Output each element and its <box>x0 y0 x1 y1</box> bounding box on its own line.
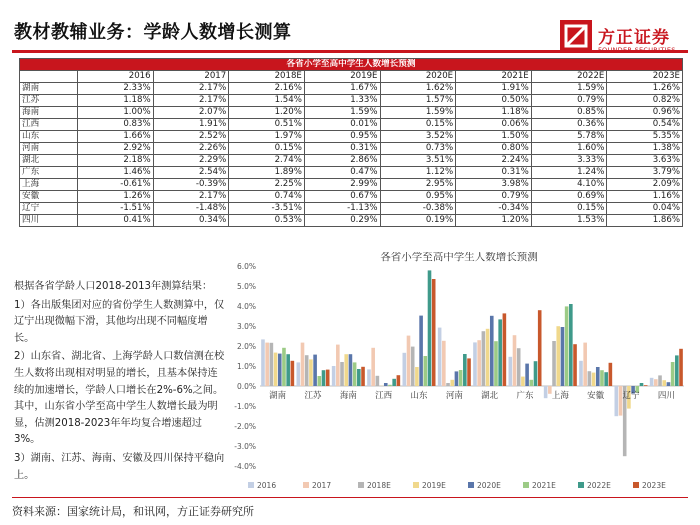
bar <box>428 270 432 386</box>
value-cell: 1.54% <box>229 95 305 107</box>
y-tick-label: 2.0% <box>236 342 256 351</box>
value-cell: 2.24% <box>456 155 532 167</box>
value-cell: 0.15% <box>531 203 607 215</box>
value-cell: 1.60% <box>531 143 607 155</box>
legend-swatch <box>578 482 584 488</box>
province-cell: 江西 <box>20 119 78 131</box>
bar <box>419 316 423 386</box>
bar <box>534 361 538 386</box>
value-cell: 0.50% <box>456 95 532 107</box>
bar <box>261 339 265 386</box>
bar <box>371 348 375 386</box>
value-cell: 2.33% <box>78 83 154 95</box>
province-cell: 湖南 <box>20 83 78 95</box>
value-cell: 0.01% <box>304 119 380 131</box>
value-cell: 1.59% <box>380 107 456 119</box>
value-cell: 1.18% <box>456 107 532 119</box>
bar <box>592 373 596 386</box>
legend-label: 2020E <box>477 481 501 490</box>
category-label: 四川 <box>657 391 675 401</box>
value-cell: 3.33% <box>531 155 607 167</box>
table-header-cell: 2021E <box>456 71 532 83</box>
bar <box>503 313 507 386</box>
bar <box>305 355 309 386</box>
bar <box>538 310 542 386</box>
value-cell: 0.67% <box>304 191 380 203</box>
table-header-cell: 2023E <box>607 71 683 83</box>
bar <box>353 362 357 386</box>
value-cell: 0.51% <box>229 119 305 131</box>
value-cell: 1.26% <box>78 191 154 203</box>
bar <box>609 363 613 386</box>
legend-label: 2023E <box>642 481 666 490</box>
table-row <box>20 191 683 203</box>
header-divider <box>12 50 688 53</box>
bar <box>286 354 290 386</box>
province-cell: 江苏 <box>20 95 78 107</box>
value-cell: 0.34% <box>153 215 229 227</box>
value-cell: -0.38% <box>380 203 456 215</box>
y-tick-label: 1.0% <box>236 362 256 371</box>
value-cell: 1.26% <box>607 83 683 95</box>
table-row <box>20 107 683 119</box>
bar <box>604 372 608 386</box>
value-cell: 0.95% <box>380 191 456 203</box>
bar <box>459 370 463 386</box>
category-label: 广东 <box>516 391 534 401</box>
value-cell: 1.91% <box>153 119 229 131</box>
value-cell: 0.95% <box>304 131 380 143</box>
category-label: 山东 <box>410 391 428 401</box>
value-cell: 0.04% <box>607 203 683 215</box>
value-cell: 4.10% <box>531 179 607 191</box>
value-cell: 1.91% <box>456 83 532 95</box>
table-row <box>20 119 683 131</box>
bar <box>326 370 330 386</box>
bar <box>561 327 565 386</box>
bar <box>482 331 486 386</box>
bar <box>544 386 548 398</box>
table-caption: 各省小学至高中学生人数增长预测 <box>20 59 683 71</box>
value-cell: 1.33% <box>304 95 380 107</box>
bar <box>596 367 600 386</box>
bar <box>388 385 392 386</box>
value-cell: -1.48% <box>153 203 229 215</box>
province-cell: 海南 <box>20 107 78 119</box>
bar <box>407 336 411 386</box>
value-cell: 1.46% <box>78 167 154 179</box>
growth-bar-chart <box>226 252 692 498</box>
value-cell: 0.31% <box>456 167 532 179</box>
source-note: 资料来源：国家统计局，和讯网，方正证券研究所 <box>12 505 254 518</box>
value-cell: -3.51% <box>229 203 305 215</box>
value-cell: -0.61% <box>78 179 154 191</box>
value-cell: 0.79% <box>531 95 607 107</box>
value-cell: 1.57% <box>380 95 456 107</box>
bar <box>509 357 513 386</box>
value-cell: 0.82% <box>607 95 683 107</box>
bar <box>569 304 573 386</box>
bar <box>432 279 436 386</box>
bar <box>309 359 313 386</box>
value-cell: -0.34% <box>456 203 532 215</box>
table-row <box>20 95 683 107</box>
value-cell: 0.83% <box>78 119 154 131</box>
province-cell: 河南 <box>20 143 78 155</box>
value-cell: 2.86% <box>304 155 380 167</box>
value-cell: 0.41% <box>78 215 154 227</box>
bar <box>450 380 454 386</box>
legend-swatch <box>358 482 364 488</box>
logo-name: 方正证券 <box>598 28 670 48</box>
value-cell: 0.15% <box>229 143 305 155</box>
value-cell: 1.62% <box>380 83 456 95</box>
bar <box>270 343 274 386</box>
bar <box>640 383 644 386</box>
value-cell: 0.54% <box>607 119 683 131</box>
bar <box>513 335 517 386</box>
legend-swatch <box>468 482 474 488</box>
legend-label: 2017 <box>312 481 332 490</box>
province-cell: 湖北 <box>20 155 78 167</box>
legend-swatch <box>633 482 639 488</box>
bar <box>291 361 295 386</box>
bar <box>349 354 353 386</box>
category-label: 安徽 <box>587 391 605 401</box>
bar <box>650 378 654 386</box>
bar <box>615 386 619 416</box>
value-cell: 0.80% <box>456 143 532 155</box>
table-header-cell: 2020E <box>380 71 456 83</box>
category-label: 海南 <box>339 391 357 401</box>
value-cell: 0.85% <box>531 107 607 119</box>
value-cell: 2.92% <box>78 143 154 155</box>
value-cell: 2.07% <box>153 107 229 119</box>
province-cell: 安徽 <box>20 191 78 203</box>
value-cell: 1.00% <box>78 107 154 119</box>
bar <box>403 353 407 386</box>
table-header-row <box>20 71 683 83</box>
growth-table <box>19 58 683 227</box>
table-header-cell: 2018E <box>229 71 305 83</box>
bar <box>411 347 415 386</box>
bar <box>579 361 583 386</box>
table-row <box>20 203 683 215</box>
legend-label: 2016 <box>257 481 277 490</box>
value-cell: 1.20% <box>456 215 532 227</box>
y-tick-label: 3.0% <box>236 322 256 331</box>
bar <box>565 306 569 386</box>
value-cell: 0.29% <box>304 215 380 227</box>
y-tick-label: -1.0% <box>234 402 256 411</box>
bar <box>556 326 560 386</box>
value-cell: 2.54% <box>153 167 229 179</box>
value-cell: 2.26% <box>153 143 229 155</box>
value-cell: 0.47% <box>304 167 380 179</box>
bar <box>679 349 683 386</box>
bar <box>494 341 498 386</box>
value-cell: 0.19% <box>380 215 456 227</box>
legend-swatch <box>413 482 419 488</box>
bar <box>490 316 494 386</box>
value-cell: 3.98% <box>456 179 532 191</box>
value-cell: 0.73% <box>380 143 456 155</box>
table-row <box>20 83 683 95</box>
category-label: 江西 <box>375 391 393 401</box>
y-tick-label: 0.0% <box>236 382 256 391</box>
value-cell: 1.24% <box>531 167 607 179</box>
value-cell: 2.74% <box>229 155 305 167</box>
value-cell: 0.79% <box>456 191 532 203</box>
bar <box>446 383 450 386</box>
value-cell: 2.18% <box>78 155 154 167</box>
value-cell: 2.09% <box>607 179 683 191</box>
legend-swatch <box>303 482 309 488</box>
category-label: 辽宁 <box>622 391 640 401</box>
logo-mark-icon <box>560 20 592 52</box>
category-label: 湖南 <box>269 391 287 401</box>
table-row <box>20 167 683 179</box>
value-cell: 0.36% <box>531 119 607 131</box>
value-cell: 1.66% <box>78 131 154 143</box>
bar <box>455 371 459 386</box>
note-paragraph: 根据各省学龄人口2018-2013年测算结果： <box>14 281 213 292</box>
bar <box>498 319 502 386</box>
bar <box>344 354 348 386</box>
bar <box>525 364 529 386</box>
bar <box>336 345 340 386</box>
category-label: 河南 <box>445 391 463 401</box>
table-row <box>20 143 683 155</box>
table-row <box>20 179 683 191</box>
bar <box>318 376 322 386</box>
bar <box>301 343 305 386</box>
bar <box>671 362 675 386</box>
value-cell: 1.89% <box>229 167 305 179</box>
category-label: 江苏 <box>304 391 322 401</box>
bar <box>415 367 419 386</box>
value-cell: 3.51% <box>380 155 456 167</box>
bar <box>384 383 388 386</box>
bar <box>675 355 679 386</box>
bar <box>644 385 648 386</box>
note-paragraph: 3）湖南、江苏、海南、安徽及四川保持平稳向上。 <box>14 452 225 481</box>
value-cell: 2.17% <box>153 95 229 107</box>
bar <box>667 382 671 386</box>
bar <box>442 341 446 386</box>
value-cell: 1.59% <box>304 107 380 119</box>
footer-divider <box>12 497 688 498</box>
province-cell: 广东 <box>20 167 78 179</box>
value-cell: 5.35% <box>607 131 683 143</box>
chart-title: 各省小学至高中学生人数增长预测 <box>380 252 538 263</box>
bar <box>521 377 525 386</box>
table-row <box>20 155 683 167</box>
legend-label: 2022E <box>587 481 611 490</box>
category-label: 上海 <box>551 391 569 401</box>
bar <box>274 353 278 386</box>
bar <box>397 375 401 386</box>
value-cell: 1.18% <box>78 95 154 107</box>
bar <box>552 341 556 386</box>
province-cell: 四川 <box>20 215 78 227</box>
value-cell: 1.53% <box>531 215 607 227</box>
table-header-cell: 2016 <box>78 71 154 83</box>
bar <box>357 369 361 386</box>
value-cell: -0.39% <box>153 179 229 191</box>
value-cell: 2.95% <box>380 179 456 191</box>
value-cell: 1.50% <box>456 131 532 143</box>
value-cell: 0.53% <box>229 215 305 227</box>
bar <box>424 356 428 386</box>
note-paragraph: 1）各出版集团对应的省份学生人数测算中，仅辽宁出现微幅下滑，其他均出现不同幅度增长。 <box>14 299 225 344</box>
bar <box>463 354 467 386</box>
bar <box>588 371 592 386</box>
y-tick-label: 6.0% <box>236 262 256 271</box>
value-cell: 1.86% <box>607 215 683 227</box>
value-cell: 1.16% <box>607 191 683 203</box>
table-header-cell: 2019E <box>304 71 380 83</box>
bar <box>573 344 577 386</box>
bar <box>265 343 269 386</box>
province-cell: 上海 <box>20 179 78 191</box>
bar <box>517 348 521 386</box>
value-cell: 1.97% <box>229 131 305 143</box>
note-paragraph: 2）山东省、湖北省、上海学龄人口数信测在校生人数将出现相对明显的增长，且基本保持连续的加速增长，学龄人口增长在2%-6%之间。其中，山东省小学至高中学生人数增长最为明显，估测2018-2023年年均复合增速超过3%。 <box>14 351 225 446</box>
value-cell: 1.38% <box>607 143 683 155</box>
bar <box>322 370 326 386</box>
value-cell: 2.52% <box>153 131 229 143</box>
bar <box>340 362 344 386</box>
value-cell: 0.15% <box>380 119 456 131</box>
table-corner-cell <box>20 71 78 83</box>
bar <box>658 375 662 386</box>
y-tick-label: -2.0% <box>234 422 256 431</box>
y-tick-label: 4.0% <box>236 302 256 311</box>
y-tick-label: -3.0% <box>234 442 256 451</box>
bar <box>654 379 658 386</box>
bar <box>477 340 481 386</box>
value-cell: 2.16% <box>229 83 305 95</box>
value-cell: 1.20% <box>229 107 305 119</box>
value-cell: -1.13% <box>304 203 380 215</box>
bar <box>438 328 442 386</box>
table-header-cell: 2022E <box>531 71 607 83</box>
legend-label: 2019E <box>422 481 446 490</box>
bar <box>376 376 380 386</box>
bar <box>282 348 286 386</box>
value-cell: 1.12% <box>380 167 456 179</box>
bar <box>486 329 490 386</box>
table-row <box>20 131 683 143</box>
province-cell: 辽宁 <box>20 203 78 215</box>
legend-swatch <box>248 482 254 488</box>
value-cell: 0.96% <box>607 107 683 119</box>
y-tick-label: -4.0% <box>234 462 256 471</box>
value-cell: 3.52% <box>380 131 456 143</box>
province-cell: 山东 <box>20 131 78 143</box>
legend-label: 2018E <box>367 481 391 490</box>
value-cell: 1.67% <box>304 83 380 95</box>
bar <box>367 369 371 386</box>
bar <box>600 370 604 386</box>
bar <box>297 362 301 386</box>
table-row <box>20 215 683 227</box>
value-cell: 2.99% <box>304 179 380 191</box>
legend-label: 2021E <box>532 481 556 490</box>
value-cell: 0.69% <box>531 191 607 203</box>
bar <box>662 380 666 386</box>
value-cell: 1.59% <box>531 83 607 95</box>
bar <box>313 355 317 386</box>
value-cell: 0.31% <box>304 143 380 155</box>
bar <box>583 343 587 386</box>
bar <box>473 342 477 386</box>
value-cell: 2.17% <box>153 191 229 203</box>
legend-swatch <box>523 482 529 488</box>
table-header-cell: 2017 <box>153 71 229 83</box>
value-cell: 2.29% <box>153 155 229 167</box>
value-cell: 2.25% <box>229 179 305 191</box>
notes-panel <box>14 279 226 486</box>
bar <box>467 358 471 386</box>
bar <box>332 366 336 386</box>
y-tick-label: 5.0% <box>236 282 256 291</box>
bar <box>530 380 534 386</box>
value-cell: 3.79% <box>607 167 683 179</box>
value-cell: 3.63% <box>607 155 683 167</box>
value-cell: 2.17% <box>153 83 229 95</box>
bar <box>278 354 282 386</box>
category-label: 湖北 <box>481 391 499 401</box>
bar <box>361 367 365 386</box>
bar <box>392 379 396 386</box>
value-cell: 0.06% <box>456 119 532 131</box>
value-cell: -1.51% <box>78 203 154 215</box>
value-cell: 0.74% <box>229 191 305 203</box>
page-title: 教材教辅业务：学龄人数增长测算 <box>14 22 292 43</box>
value-cell: 5.78% <box>531 131 607 143</box>
